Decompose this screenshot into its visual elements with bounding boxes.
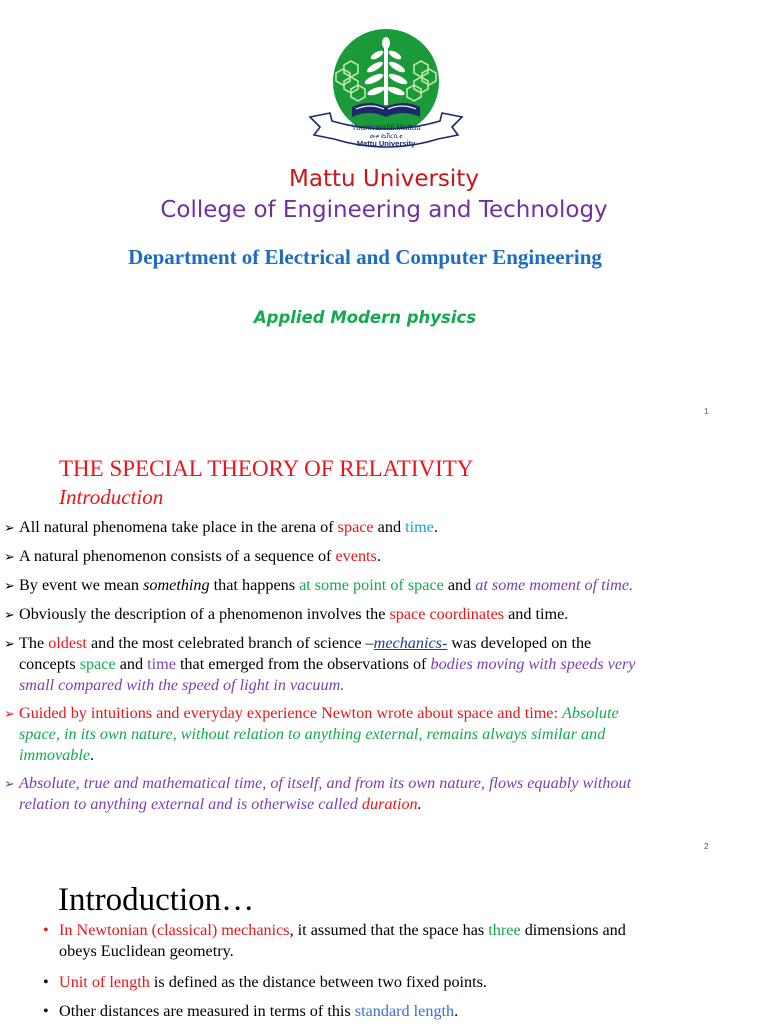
arrow-bullet-icon: ➢ [4,520,15,535]
bullet-text: concepts [19,655,80,673]
ribbon-text-amharic: መቱ ዩኒቨርሲቲ [369,133,403,140]
bullet-text: dimensions and [520,921,626,939]
bullet-highlight: bodies moving with speeds very [430,655,636,673]
bullet-highlight: at some point of space [299,576,444,594]
bullet-highlight: events [335,547,377,565]
bullet-text: was developed on the [447,634,592,652]
bullet-text: All natural phenomena take place in the arena of [19,518,338,536]
bullet-text: Other distances are measured in terms of this [59,1002,355,1020]
arrow-bullet-icon: ➢ [4,636,15,651]
bullet-highlight: space [79,655,116,673]
bullet-highlight: space, in its own nature, without relation to anything external, remains always similar and [19,725,606,743]
bullet-highlight: Unit of length [59,973,150,991]
bullet-text: The [19,634,49,652]
bullet-5 [4,633,764,696]
bullet-highlight: oldest [48,634,87,652]
bullet-text: . [433,518,438,536]
bullet-text: is defined as the distance between two fixed points. [149,973,487,991]
ribbon-text-oromo: Yuunivarsitii Mattuu [351,123,421,132]
bullet-text: and time. [504,605,569,623]
slide-3 [0,860,768,1024]
bullet-3 [4,575,764,596]
bullet-text: . [454,1002,459,1020]
slide-1 [0,0,768,420]
department-name: Department of Electrical and Computer Engineering [128,245,602,269]
bullet-3 [40,1001,750,1022]
bullet-highlight: Absolute [562,704,619,722]
mechanics-term: mechanics- [373,634,448,652]
slide-title: THE SPECIAL THEORY OF RELATIVITY [59,456,474,481]
bullet-1 [4,517,764,538]
university-logo [306,27,466,157]
bullet-highlight: Absolute, true and mathematical time, of itself, and from its own nature, flows equably without [19,774,632,792]
bullet-dot-icon: • [43,973,49,991]
bullet-text: A natural phenomenon consists of a sequence of [19,547,336,565]
bullet-text: Obviously the description of a phenomenon involves the [19,605,390,623]
bullet-text: obeys Euclidean geometry. [59,942,234,960]
slide-title: Introduction… [58,882,255,918]
bullet-highlight: In Newtonian (classical) mechanics [59,921,290,939]
bullet-highlight: time [147,655,176,673]
bullet-highlight: space [337,518,374,536]
bullet-text: By event we mean [19,576,144,594]
bullet-highlight: space coordinates [389,605,505,623]
bullet-text: that emerged from the observations of [175,655,431,673]
bullet-highlight: at some moment of time. [475,576,634,594]
bullet-highlight: time [405,518,434,536]
bullet-text: Guided by intuitions and everyday experience Newton wrote about space and time: [19,704,563,722]
arrow-bullet-icon: ➢ [4,549,15,564]
course-name: Applied Modern physics [253,308,477,327]
arrow-bullet-icon: ➢ [4,706,15,721]
arrow-bullet-icon: ➢ [4,607,15,622]
bullet-text: . [417,795,422,813]
college-name: College of Engineering and Technology [160,197,608,223]
university-name: Mattu University [289,166,479,192]
bullet-highlight: small compared with the speed of light in vacuum. [19,676,345,694]
bullet-text: and [115,655,148,673]
page-number: 1 [704,407,709,416]
bullet-emphasis: something [143,576,210,594]
bullet-dot-icon: • [43,1002,49,1020]
arrow-bullet-icon: ➢ [4,578,15,593]
bullet-text: and the most celebrated branch of science – [86,634,374,652]
bullet-dot-icon: • [43,921,49,939]
arrow-bullet-icon: ➢ [4,776,15,791]
bullet-highlight: relation to anything external and is otherwise called [19,795,362,813]
bullet-text: that happens [209,576,300,594]
bullet-highlight: standard length [354,1002,455,1020]
slide-2 [0,420,768,860]
bullet-highlight: duration [361,795,418,813]
bullet-6 [4,703,764,766]
bullet-highlight: three [488,921,521,939]
slide-subtitle: Introduction [59,485,164,509]
bullet-text: , it assumed that the space has [289,921,489,939]
bullet-text: . [90,746,95,764]
bullet-highlight: immovable [19,746,91,764]
ribbon-text-english: Mattu University [356,139,416,148]
bullet-4 [4,604,764,625]
bullet-1 [40,920,750,962]
bullet-7 [4,773,764,815]
bullet-text: and [443,576,476,594]
bullet-text: . [376,547,381,565]
bullet-2 [40,972,750,993]
page-number: 2 [704,842,709,851]
bullet-text: and [373,518,406,536]
bullet-2 [4,546,764,567]
